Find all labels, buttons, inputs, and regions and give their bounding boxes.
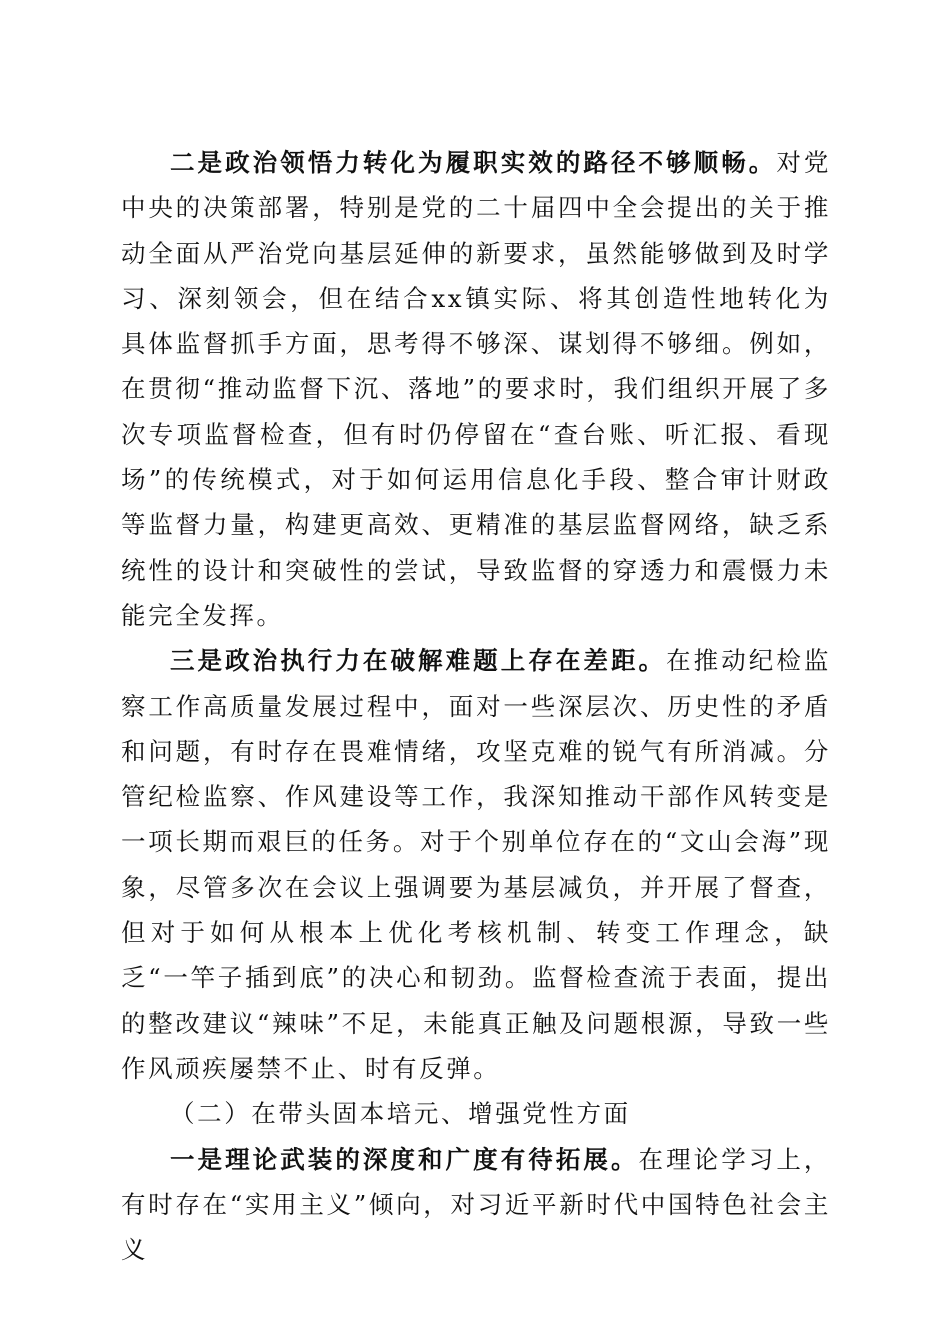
paragraph-body: 在推动纪检监察工作高质量发展过程中，面对一些深层次、历史性的矛盾和问题，有时存在畏难情绪，攻坚克难的锐气有所消减。分管纪检监察、作风建设等工作，我深知推动干部作风转变是一项长期而艰巨的任务。对于个别单位存在的“文山会海”现象，尽管多次在会议上强调要为基层减负，并开展了督查，但对于如何从根本上优化考核机制、转变工作理念，缺乏“一竿子插到底”的决心和韧劲。监督检查流于表面，提出的整改建议“辣味”不足，未能真正触及问题根源，导致一些作风顽疾屡禁不止、时有反弹。 bbox=[121, 646, 831, 1083]
paragraph-political-comprehension bbox=[121, 140, 831, 638]
section-heading: （二）在带头固本培元、增强党性方面 bbox=[170, 1099, 631, 1129]
paragraph-body: 在理论学习上，有时存在“实用主义”倾向，对习近平新时代中国特色社会主义 bbox=[121, 1144, 831, 1265]
paragraph-lead: 一是理论武装的深度和广度有待拓展。 bbox=[170, 1144, 639, 1174]
paragraph-lead: 三是政治执行力在破解难题上存在差距。 bbox=[170, 646, 667, 676]
paragraph-political-execution bbox=[121, 638, 831, 1091]
document-body bbox=[121, 140, 831, 1272]
paragraph-theoretical-armament bbox=[121, 1137, 831, 1273]
paragraph-body: 对党中央的决策部署，特别是党的二十届四中全会提出的关于推动全面从严治党向基层延伸的新要求，虽然能够做到及时学习、深刻领会，但在结合xx镇实际、将其创造性地转化为具体监督抓手方面，思考得不够深、谋划得不够细。例如，在贯彻“推动监督下沉、落地”的要求时，我们组织开展了多次专项监督检查，但有时仍停留在“查台账、听汇报、看现场”的传统模式，对于如何运用信息化手段、整合审计财政等监督力量，构建更高效、更精准的基层监督网络，缺乏系统性的设计和突破性的尝试，导致监督的穿透力和震慑力未能完全发挥。 bbox=[121, 148, 832, 630]
paragraph-lead: 二是政治领悟力转化为履职实效的路径不够顺畅。 bbox=[170, 148, 777, 177]
